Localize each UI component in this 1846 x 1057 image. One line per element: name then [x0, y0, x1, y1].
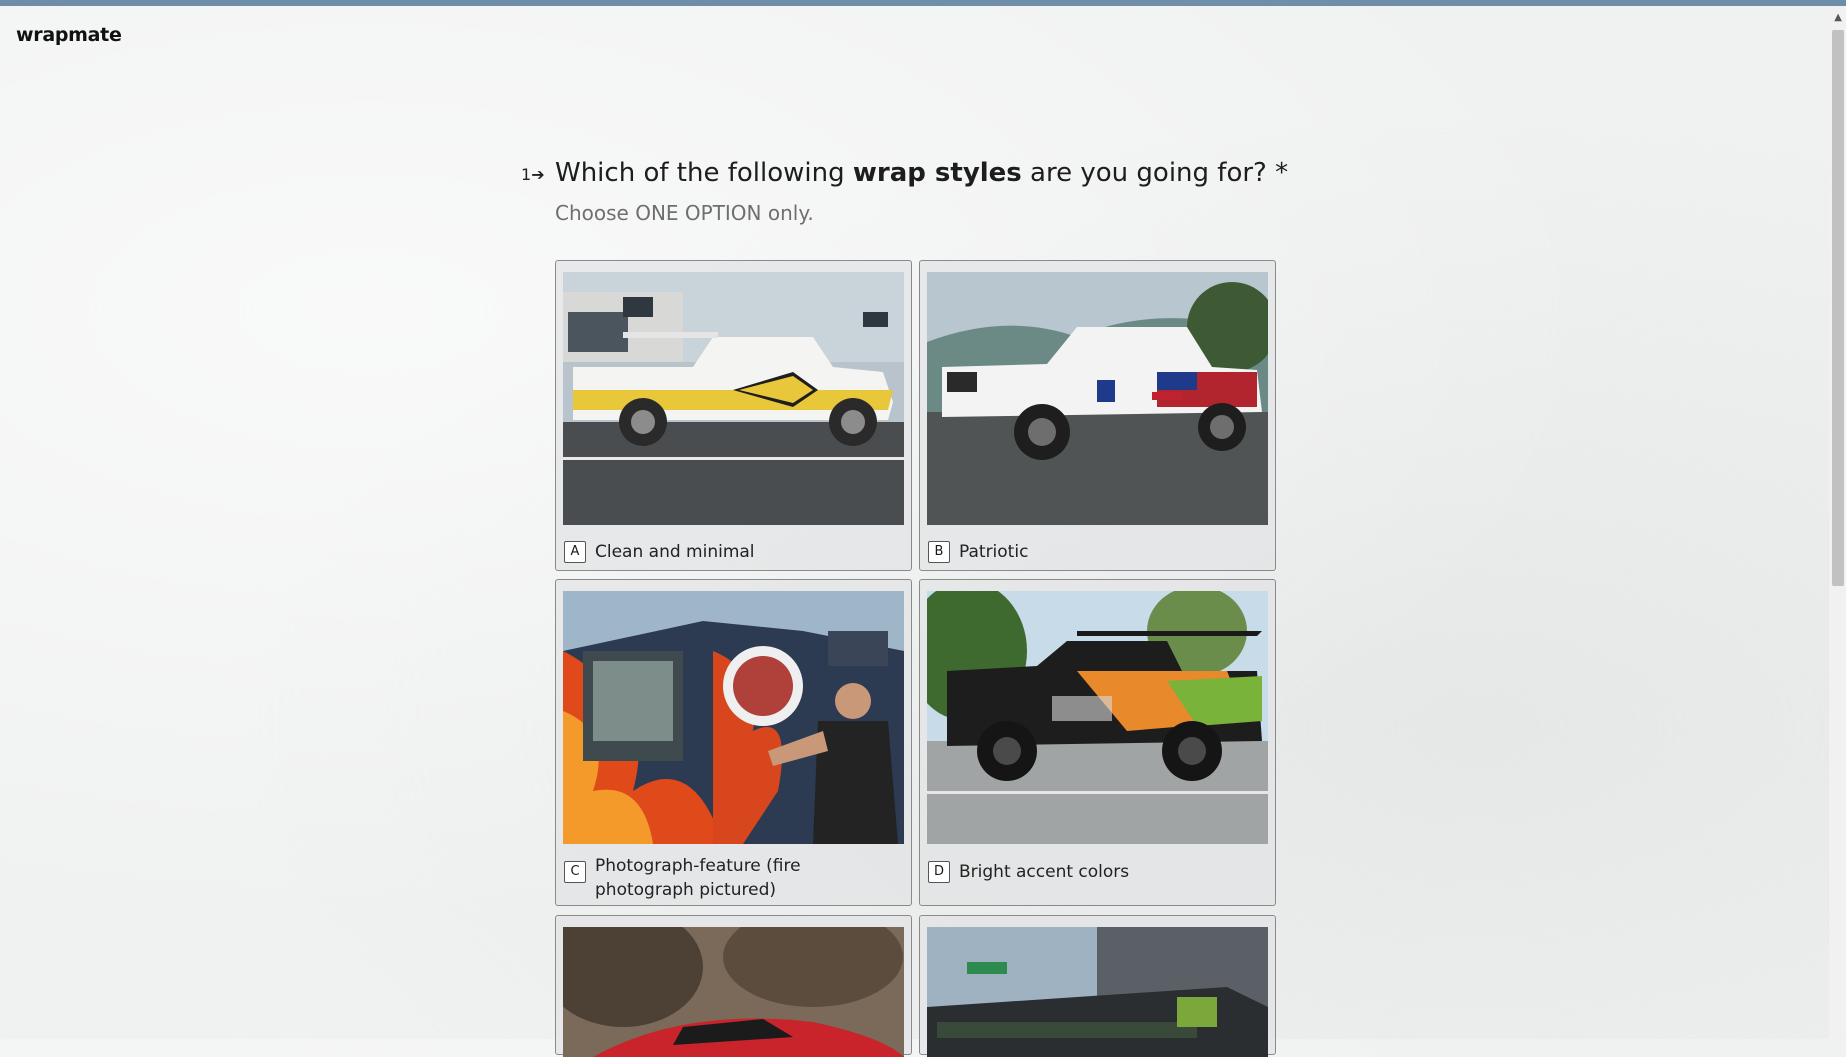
option-c-card[interactable]: [555, 579, 912, 906]
arrow-right-icon: ➔: [531, 165, 545, 184]
option-a-key: A: [564, 541, 586, 563]
option-a-card[interactable]: [555, 260, 912, 571]
page-scrollbar[interactable]: [1829, 6, 1846, 1039]
top-progress-bar: [0, 0, 1846, 6]
scroll-up-icon[interactable]: ▲: [1834, 12, 1842, 23]
option-b-card[interactable]: [919, 260, 1276, 571]
option-a-label: Clean and minimal: [595, 542, 755, 562]
option-e-card[interactable]: [555, 915, 912, 1055]
brand-logo: wrapmate: [16, 24, 122, 46]
question-number: [521, 165, 545, 184]
question-title-start: Which of the following: [555, 158, 853, 188]
option-a-image: [563, 272, 904, 525]
question-title-bold: wrap styles: [852, 158, 1022, 188]
option-f-image: [927, 927, 1268, 1057]
question-title-end: are you going for? *: [1021, 158, 1289, 188]
option-c-image: [563, 591, 904, 844]
question-title: [555, 158, 1288, 188]
scrollbar-thumb[interactable]: [1832, 30, 1844, 586]
option-d-image: [927, 591, 1268, 844]
option-d-label: Bright accent colors: [959, 862, 1130, 882]
option-c-label: Photograph-feature (fire photograph pictured): [595, 856, 801, 900]
option-d-card[interactable]: [919, 579, 1276, 906]
option-e-image: [563, 927, 904, 1057]
option-b-key: B: [928, 541, 950, 563]
option-d-key: D: [928, 861, 950, 883]
option-c-key: C: [564, 861, 586, 883]
option-b-label: Patriotic: [959, 542, 1029, 562]
question-number-text: 1: [521, 165, 532, 184]
question-subtitle: Choose ONE OPTION only.: [555, 201, 814, 225]
option-b-image: [927, 272, 1268, 525]
option-f-card[interactable]: [919, 915, 1276, 1055]
